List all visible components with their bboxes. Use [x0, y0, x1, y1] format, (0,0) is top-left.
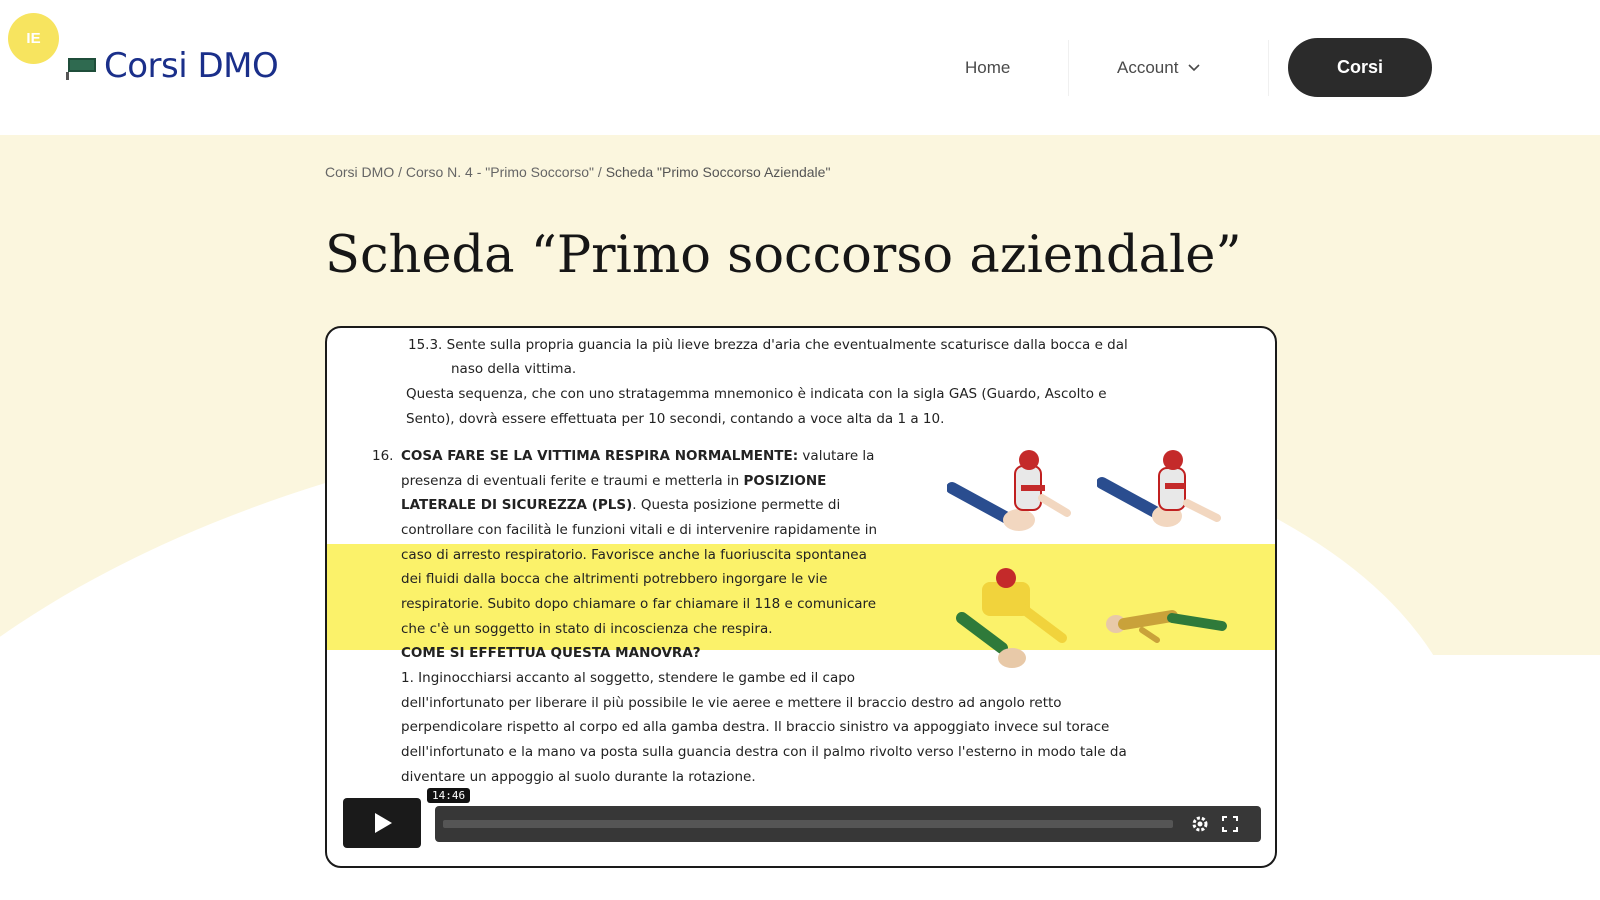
logo-icon: [66, 52, 100, 80]
doc-line: che c'è un soggetto in stato di incoscienza che respira.: [401, 621, 773, 637]
breadcrumb-current: Scheda "Primo Soccorso Aziendale": [605, 164, 831, 180]
site-header: [0, 0, 1600, 135]
breadcrumb-link-home[interactable]: Corsi DMO: [325, 164, 395, 180]
video-controls: [343, 789, 1261, 848]
doc-bold: COSA FARE SE LA VITTIMA RESPIRA NORMALMENTE:: [401, 448, 799, 464]
doc-line: naso della vittima.: [451, 361, 577, 377]
breadcrumb-separator: /: [594, 164, 606, 180]
doc-line: 16.: [372, 448, 394, 464]
doc-line: respiratorie. Subito dopo chiamare o far chiamare il 118 e comunicare: [401, 596, 877, 612]
chevron-down-icon: [1188, 64, 1200, 72]
doc-bold: LATERALE DI SICUREZZA (PLS): [401, 497, 633, 513]
doc-line: diventare un appoggio al suolo durante la rotazione.: [401, 769, 756, 785]
doc-line: perpendicolare rispetto al corpo ed alla gamba destra. Il braccio sinistro va appoggiato invece sul torace: [401, 719, 1110, 735]
doc-line: Sento), dovrà essere effettuata per 10 secondi, contando a voce alta da 1 a 10.: [406, 411, 945, 427]
doc-line: [401, 472, 826, 490]
doc-line: caso di arresto respiratorio. Favorisce anche la fuoriuscita spontanea: [401, 547, 867, 563]
breadcrumb-link-course[interactable]: Corso N. 4 - "Primo Soccorso": [405, 164, 595, 180]
doc-line: controllare con facilità le funzioni vitali e di intervenire rapidamente in: [401, 522, 878, 538]
doc-text: . Questa posizione permette di: [632, 497, 841, 513]
doc-line: dell'infortunato e la mano va posta sulla guancia destra con il palmo rivolto verso l'esterno in modo tale da: [401, 744, 1127, 760]
gear-icon[interactable]: [1191, 815, 1209, 833]
logo-text: Corsi DMO: [104, 46, 279, 86]
doc-line: 15.3. Sente sulla propria guancia la più lieve brezza d'aria che eventualmente scaturisce dalla bocca e dal: [408, 337, 1128, 353]
doc-line: dell'infortunato per liberare il più possibile le vie aeree e mettere il braccio destro ad angolo retto: [401, 695, 1062, 711]
progress-bar[interactable]: [435, 806, 1261, 842]
doc-line: [401, 447, 874, 465]
play-button[interactable]: [343, 798, 421, 848]
progress-track[interactable]: [443, 820, 1173, 828]
site-logo[interactable]: [66, 46, 278, 86]
video-player[interactable]: [325, 326, 1277, 868]
video-frame: [327, 328, 1275, 866]
doc-line: dei fluidi dalla bocca che altrimenti potrebbero ingorgare le vie: [401, 571, 828, 587]
recovery-position-illustration-1: [947, 448, 1077, 548]
fullscreen-icon[interactable]: [1221, 815, 1239, 833]
nav-home[interactable]: Home: [965, 58, 1011, 77]
page-title: Scheda “Primo soccorso aziendale”: [325, 226, 1242, 285]
accessibility-badge[interactable]: [8, 13, 59, 64]
time-tooltip: 14:46: [427, 788, 470, 803]
corsi-button[interactable]: Corsi: [1288, 38, 1432, 97]
recovery-position-illustration-2: [1097, 448, 1227, 548]
breadcrumb: [325, 164, 830, 180]
doc-line: Questa sequenza, che con uno stratagemma mnemonico è indicata con la sigla GAS (Guardo, Ascolto e: [406, 386, 1107, 402]
doc-heading: COME SI EFFETTUA QUESTA MANOVRA?: [401, 645, 701, 661]
doc-line: [401, 496, 840, 514]
doc-text: valutare la: [798, 448, 875, 464]
play-icon: [369, 810, 395, 836]
breadcrumb-separator: /: [394, 164, 406, 180]
doc-line: 1. Inginocchiarsi accanto al soggetto, stendere le gambe ed il capo: [401, 670, 856, 686]
doc-bold: POSIZIONE: [743, 473, 827, 489]
badge-label: IE: [26, 30, 41, 47]
nav-divider: [1268, 40, 1269, 96]
nav-account[interactable]: [1117, 58, 1200, 78]
nav-divider: [1068, 40, 1069, 96]
recovery-position-illustration-4: [1102, 596, 1232, 646]
nav-account-label: Account: [1117, 58, 1179, 77]
recovery-position-illustration-3: [952, 568, 1082, 673]
doc-text: presenza di eventuali ferite e traumi e metterla in: [401, 473, 740, 489]
